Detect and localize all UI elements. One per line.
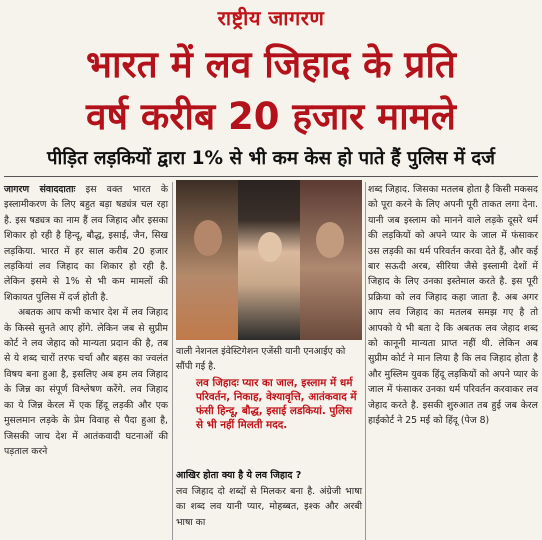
column-1-paragraph-2: अबतक आप कभी कभार देश में लव जिहाद के किस्से सुनते आए होंगे. लेकिन जब से सुप्रीम कोर्ट ने लव जेहाद को मान्यता प्रदान की है, तब से ये शब्द चारों तरफ चर्चा और बहस का ज्वलंत विषय बना हुआ है, इसलिए अब हम लव जिहाद के जिन्न का संपूर्ण विश्लेषण करेंगे. लव जिहाद का ये जिन्न केरल में एक हिंदू लड़की और एक मुसलमान लड़के के प्रेम विवाह से पैदा हुआ है, जिसकी जाच देश में आतंकवादी घटनाओं की पड़ताल करने bbox=[4, 307, 169, 457]
section-subheading: आखिर होता क्या है ये लव जिहाद ? bbox=[176, 470, 302, 481]
column-1 bbox=[4, 182, 168, 459]
face-2 bbox=[258, 232, 282, 262]
headline-line-1: भारत में लव जिहाद के प्रति bbox=[85, 43, 457, 86]
face-1 bbox=[194, 220, 222, 256]
headline-line-2: वर्ष करीब 20 हजार मामले bbox=[86, 95, 456, 138]
column-2-paragraph-2: लव जिहाद दो शब्दों से मिलकर बना है. अंग्रेजी भाषा का शब्द लव यानी प्यार, मोहब्बत, इश्क और अरबी भाषा का bbox=[176, 486, 362, 528]
column-divider-2 bbox=[365, 182, 366, 540]
pull-quote: लव जिहादः प्यार का जाल, इस्लाम में धर्म परिवर्तन, निकाह, वेश्यावृत्ति, आतंकवाद में फंसी हिन्दू, बौद्ध, इसाई लडकियां. पुलिस से भी नहीं मिलती मदद. bbox=[196, 377, 357, 431]
woman-photo-3 bbox=[300, 180, 362, 340]
byline: जागरण संवाददाताः bbox=[4, 184, 76, 195]
column-divider-1 bbox=[172, 182, 173, 540]
column-3: शब्द जिहाद. जिसका मतलब होता है किसी मकसद को पूरा करने के लिए अपनी पूरी ताकत लगा देना. यानी जब इस्लाम को मानने वाले लड़के दूसरे धर्म की लड़कियों को अपने प्यार के जाल में फंसाकर उस लड़की का धर्म परिवर्तन करवा देते हैं, और कई बार सऊदी अरब, सीरिया जैसे इस्लामी देशों में जिहाद के लिए उनका इस्तेमाल करते है. इस पूरी प्रक्रिया को लव जिहाद कहा जाता है. अब अगर आप लव जिहाद का मतलब समझ गए है तो आपको ये भी बता दे कि अबतक लव जेहाद शब्द को कानूनी मान्यता प्राप्त नहीं थी. लेकिन अब सुप्रीम कोर्ट ने मान लिया है कि लव जिहाद होता है और मुस्लिम युवक हिंदू लड़कियों को अपने प्यार के जाल में फंसाकर उनका धर्म परिवर्तन करवाकर लव जेहाद करते है. इसकी शुरुआत तब हुई जब केरल हाईकोर्ट ने 25 मई को हिंदू (पेज 8) bbox=[368, 184, 538, 427]
masthead bbox=[0, 0, 542, 36]
three-women-photo bbox=[176, 180, 362, 340]
face-3 bbox=[316, 222, 344, 258]
subheadline: पीड़ित लड़कियों द्वारा 1% से भी कम केस हो पाते हैं पुलिस में दर्ज bbox=[47, 148, 495, 169]
woman-photo-1 bbox=[176, 180, 238, 340]
masthead-title: राष्ट्रीय जागरण bbox=[217, 6, 325, 30]
header-divider bbox=[4, 176, 538, 177]
column-1-paragraph-1: इस वक्त भारत के इस्लामीकरण के लिए बहुत बड़ा षड्यंत्र चल रहा है. इस षड्यत्र का नाम हैं लव जिहाद और इसका शिकार हो रही है हिन्दू, बौद्ध, इसाई, जैन, सिख लड़किया. भारत में हर साल करीब 20 हजार लड़कियां लव जिहाद का शिकार हो रही है. लेकिन इसमे से 1% से भी कम मामलों की शिकायत पुलिस में दर्ज होती है. bbox=[4, 184, 168, 303]
column-2-paragraph-1: वाली नेशनल इंवेस्टिगेशन एजेंसी यानी एनआईए को सौंपी गई है. bbox=[176, 346, 346, 373]
